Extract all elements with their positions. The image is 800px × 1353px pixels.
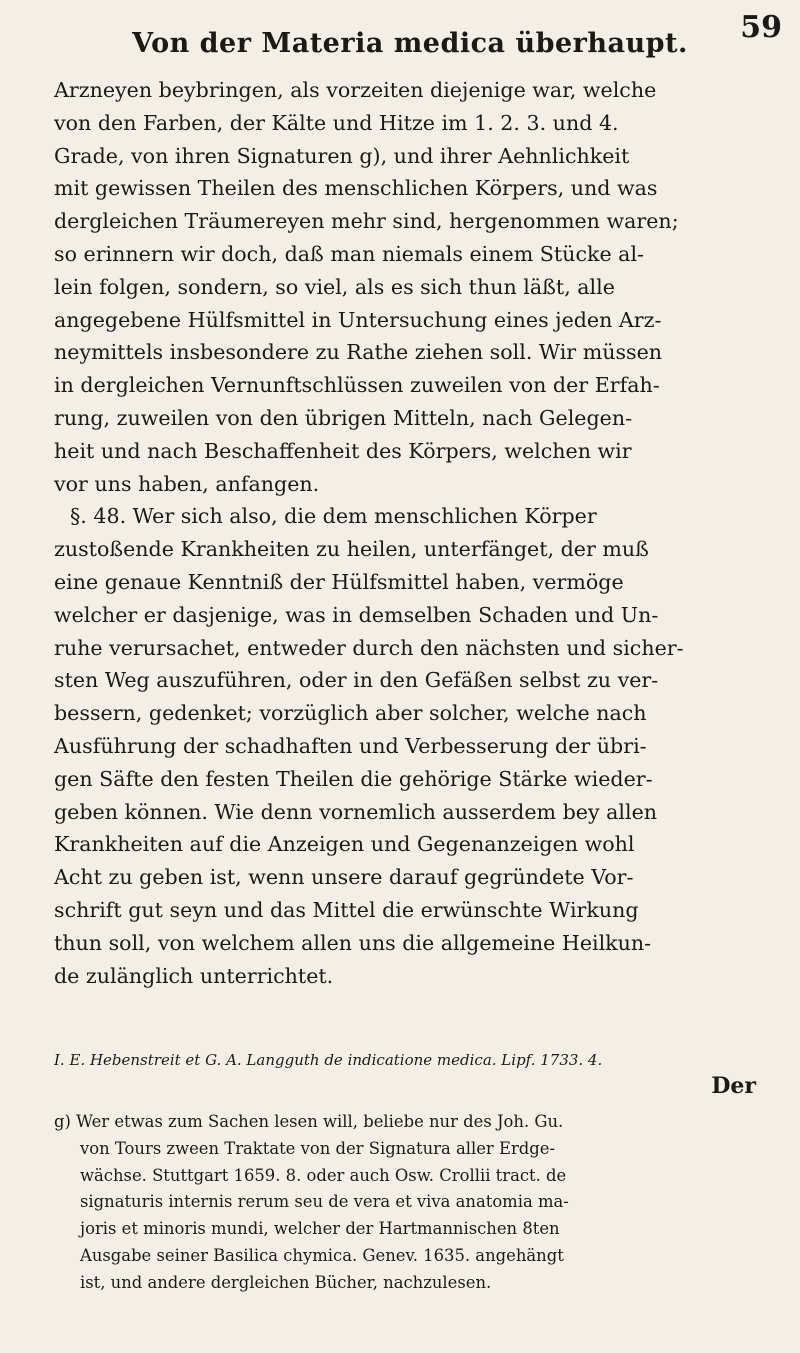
text-line: eine genaue Kenntniß der Hülfsmittel haben, vermöge xyxy=(54,569,624,594)
text-line: ruhe verursachet, entweder durch den nächsten und sicher- xyxy=(54,635,684,660)
citation-line: I. E. Hebenstreit et G. A. Langguth de indicatione medica. Lipf. 1733. 4. xyxy=(54,1051,603,1069)
text-line: rung, zuweilen von den übrigen Mitteln, nach Gelegen- xyxy=(54,405,633,430)
catchword: Der xyxy=(711,1073,756,1099)
page-number: 59 xyxy=(740,10,782,45)
text-line: bessern, gedenket; vorzüglich aber solcher, welche nach xyxy=(54,701,647,726)
text-line: Ausführung der schadhaften und Verbesserung der übri- xyxy=(54,733,647,758)
page-header xyxy=(60,18,760,68)
text-line: dergleichen Träumereyen mehr sind, hergenommen waren; xyxy=(54,209,679,234)
text-line: so erinnern wir doch, daß man niemals einem Stücke al- xyxy=(54,241,645,266)
footnote-line: ist, und andere dergleichen Bücher, nachzulesen. xyxy=(80,1272,492,1292)
text-line: geben können. Wie denn vornemlich ausserdem bey allen xyxy=(54,799,658,824)
footnote-line: joris et minoris mundi, welcher der Hartmannischen 8ten xyxy=(80,1219,560,1239)
text-line: welcher er dasjenige, was in demselben Schaden und Un- xyxy=(54,602,659,627)
text-line: heit und nach Beschaffenheit des Körpers, welchen wir xyxy=(54,438,632,463)
text-line: sten Weg auszuführen, oder in den Gefäßen selbst zu ver- xyxy=(54,668,659,693)
text-line: angegebene Hülfsmittel in Untersuchung eines jeden Arz- xyxy=(54,307,662,332)
footnote-line: signaturis internis rerum seu de vera et viva anatomia ma- xyxy=(80,1192,569,1212)
text-line: lein folgen, sondern, so viel, als es sich thun läßt, alle xyxy=(54,274,615,299)
text-line: mit gewissen Theilen des menschlichen Körpers, und was xyxy=(54,176,658,201)
text-line: zustoßende Krankheiten zu heilen, unterfänget, der muß xyxy=(54,537,649,562)
footnote-line: von Tours zween Traktate von der Signatura aller Erdge- xyxy=(80,1138,555,1158)
text-line: Arzneyen beybringen, als vorzeiten diejenige war, welche xyxy=(54,78,657,102)
footnote-line: Ausgabe seiner Basilica chymica. Genev. 1635. angehängt xyxy=(80,1245,564,1265)
text-line: von den Farben, der Kälte und Hitze im 1. 2. 3. und 4. xyxy=(54,110,619,135)
footnote-line: wächse. Stuttgart 1659. 8. oder auch Osw. Crollii tract. de xyxy=(80,1165,567,1185)
running-title: Von der Materia medica überhaupt. xyxy=(132,27,688,59)
text-line: de zulänglich unterrichtet. xyxy=(54,963,334,988)
text-line: schrift gut seyn und das Mittel die erwünschte Wirkung xyxy=(54,897,639,922)
footnote-line: g) Wer etwas zum Sachen lesen will, beliebe nur des Joh. Gu. xyxy=(54,1112,564,1131)
text-line: Krankheiten auf die Anzeigen und Gegenanzeigen wohl xyxy=(54,832,635,857)
footnote xyxy=(54,1109,760,1297)
main-text xyxy=(54,74,760,992)
section-heading-line: §. 48. Wer sich also, die dem menschlichen Körper xyxy=(70,504,597,529)
text-line: in dergleichen Vernunftschlüssen zuweilen von der Erfah- xyxy=(54,373,660,398)
text-line: Acht zu geben ist, wenn unsere darauf gegründete Vor- xyxy=(54,865,634,890)
text-line: neymittels insbesondere zu Rathe ziehen soll. Wir müssen xyxy=(54,340,663,365)
text-line: thun soll, von welchem allen uns die allgemeine Heilkun- xyxy=(54,930,652,955)
text-line: vor uns haben, anfangen. xyxy=(54,471,320,496)
text-line: gen Säfte den festen Theilen die gehörige Stärke wieder- xyxy=(54,766,653,791)
text-line: Grade, von ihren Signaturen g), und ihrer Aehnlichkeit xyxy=(54,143,630,168)
